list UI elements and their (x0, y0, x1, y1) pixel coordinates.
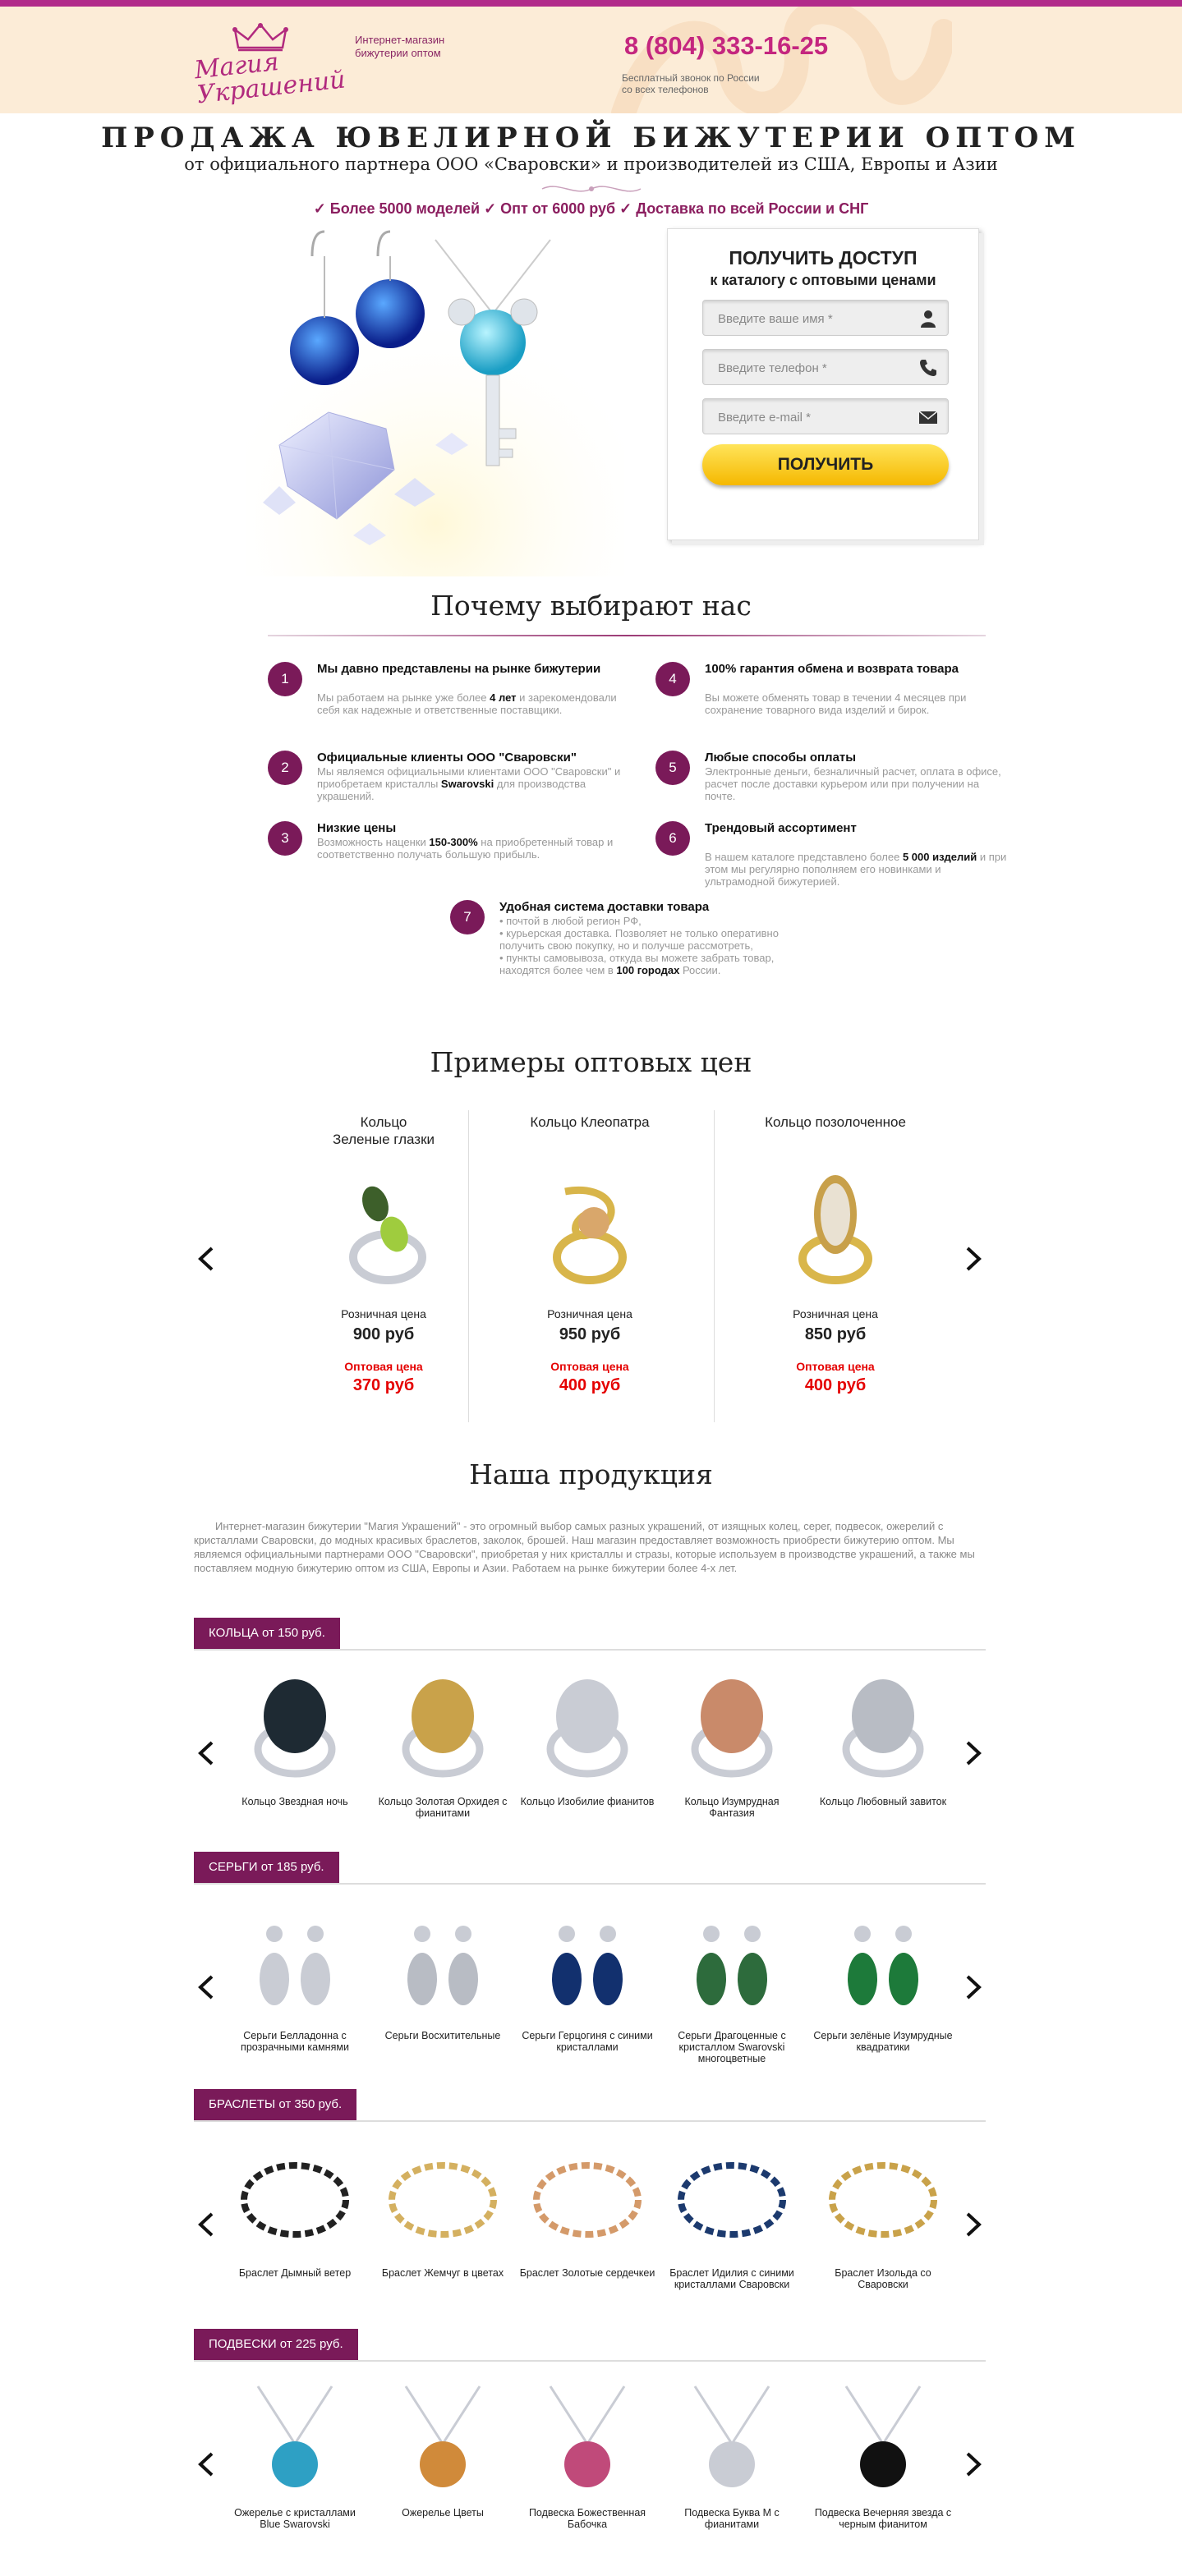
retail-label: Розничная цена (793, 1307, 878, 1320)
reason-description: Мы являемся официальными клиентами ООО "Сваровски" и приобретаем кристаллы Swarovski для производства украшений. (317, 765, 621, 802)
reason-title: Любые способы оплаты (705, 751, 857, 765)
prices-prev-arrow-icon[interactable] (194, 1247, 218, 1271)
phone-number[interactable]: 8 (804) 333-16-25 (624, 31, 829, 60)
name-placeholder: Введите ваше имя * (718, 312, 833, 326)
phone-note (622, 72, 760, 95)
product-item[interactable] (373, 2378, 513, 2519)
form-title: ПОЛУЧИТЬ ДОСТУП (729, 247, 918, 269)
product-caption: Серьги зелёные Изумрудные квадратики (813, 2030, 953, 2053)
product-item[interactable] (813, 2138, 953, 2290)
product-thumbnail-image (821, 1901, 945, 2024)
product-thumbnail-image (381, 2138, 504, 2261)
product-item[interactable] (225, 1667, 365, 1807)
product-caption: Браслет Жемчуг в цветах (381, 2267, 504, 2279)
product-thumbnail-image (526, 2378, 649, 2501)
price-card-title: Кольцо Клеопатра (530, 1114, 650, 1130)
product-item[interactable] (517, 2378, 657, 2530)
product-caption: Подвеска Буква М с фианитами (684, 2507, 780, 2530)
product-thumbnail-image (821, 1667, 945, 1790)
category-label[interactable]: ПОДВЕСКИ от 225 руб. (194, 2329, 358, 2360)
page-title: ПРОДАЖА ЮВЕЛИРНОЙ БИЖУТЕРИИ ОПТОМ (101, 122, 1081, 154)
product-caption: Кольцо Звездная ночь (241, 1796, 348, 1807)
products-title: Наша продукция (469, 1458, 713, 1490)
benefits-line: ✓ Более 5000 моделей ✓ Опт от 6000 руб ✓ Доставка по всей России и СНГ (313, 200, 869, 217)
reason-title: Трендовый ассортимент (705, 821, 857, 835)
wholesale-price: 370 руб (352, 1376, 415, 1394)
reason-number: 5 (655, 751, 690, 785)
name-input[interactable] (702, 300, 949, 336)
slogan (355, 34, 444, 60)
envelope-icon (918, 407, 938, 427)
product-caption: Кольцо Любовный завиток (819, 1796, 947, 1807)
product-caption: Ожерелье с кристаллами Blue Swarovski (234, 2507, 356, 2530)
user-icon (918, 309, 938, 328)
product-caption: Браслет Дымный ветер (238, 2267, 352, 2279)
product-thumbnail-image (526, 1901, 649, 2024)
email-input[interactable] (702, 398, 949, 434)
prices-next-arrow-icon[interactable] (961, 1247, 986, 1271)
price-card-title: Кольцо Зеленые глазки (332, 1114, 435, 1147)
reason-description: Возможность наценки 150-300% на приобретенный товар и соответственно получать большую прибыль. (317, 836, 614, 861)
category-next-arrow-icon[interactable] (961, 1741, 986, 1766)
reason-description: В нашем каталоге представлено более 5 000 изделий и при этом мы регулярно пополняем его новинками и ультрамодной бижутерией. (705, 851, 1007, 888)
product-caption: Серьги Белладонна с прозрачными камнями (241, 2030, 349, 2053)
product-item[interactable] (225, 2138, 365, 2279)
logo-text: Магия Украшений (193, 47, 347, 110)
access-form (667, 228, 979, 540)
get-access-button[interactable]: ПОЛУЧИТЬ (702, 444, 949, 485)
crown-icon (232, 23, 289, 53)
product-thumbnail-image (670, 1667, 793, 1790)
why-divider (268, 635, 986, 636)
hero-jewelry-image (246, 223, 624, 576)
ring-green-eyes-image (330, 1167, 437, 1290)
product-caption: Серьги Драгоценные с кристаллом Swarovski многоцветные (678, 2030, 786, 2064)
product-item[interactable] (813, 1901, 953, 2053)
top-accent-line (0, 0, 1182, 7)
reason-title: Низкие цены (317, 821, 397, 835)
product-thumbnail-image (233, 1667, 356, 1790)
phone-note-line-1: Бесплатный звонок по России (622, 72, 760, 84)
product-thumbnail-image (670, 1901, 793, 2024)
product-thumbnail-image (526, 1667, 649, 1790)
reason-description: • почтой в любой регион РФ, • курьерская доставка. Позволяет не только оперативно получить свою покупку, но и получше рассмотреть, • пункты самовывоза, откуда вы можете забрать товар, находятся более чем в 100 городах России. (499, 915, 779, 976)
site-header (0, 7, 1182, 113)
product-item[interactable] (225, 1901, 365, 2053)
product-thumbnail-image (233, 2378, 356, 2501)
retail-label: Розничная цена (547, 1307, 632, 1320)
product-caption: Браслет Золотые сердечкеи (519, 2267, 655, 2279)
phone-input[interactable] (702, 349, 949, 385)
wholesale-price: 400 руб (804, 1376, 867, 1394)
phone-icon (918, 358, 938, 378)
product-item[interactable] (813, 2378, 953, 2530)
ring-gold-plated-image (782, 1167, 889, 1290)
products-intro: Интернет-магазин бижутерии "Магия Украшений" - это огромный выбор самых разных украшений, от изящных колец, серег, подвесок, ожерелий с кристаллами Сваровски, до модных красивых браслетов, заколок, брошей. Наш магазин предоставляет возможность приобрести бижутерию оптом. Мы являемся официальными партнерами ООО "Сваровски", приобретая у них кристаллы и стразы, которые используем в производстве украшений, а также мы поставляем модную бижутерию оптом из США, Европы и Азии. Работаем на рынке бижутерии более 4-х лет. (194, 1520, 975, 1574)
product-item[interactable] (662, 1901, 802, 2064)
product-item[interactable] (662, 2138, 802, 2290)
reason-title: 100% гарантия обмена и возврата товара (705, 662, 959, 676)
product-item[interactable] (517, 1667, 657, 1807)
product-item[interactable] (373, 1901, 513, 2041)
reason-number: 4 (655, 662, 690, 696)
category-next-arrow-icon[interactable] (961, 2212, 986, 2237)
category-label[interactable]: СЕРЬГИ от 185 руб. (194, 1852, 339, 1883)
product-caption: Браслет Изольда со Сваровски (835, 2267, 931, 2290)
email-placeholder: Введите e-mail * (718, 411, 812, 425)
reason-description: Мы работаем на рынке уже более 4 лет и зарекомендовали себя как надежные и ответственные поставщики. (317, 691, 617, 716)
product-item[interactable] (517, 1901, 657, 2053)
category-prev-arrow-icon[interactable] (194, 2452, 218, 2477)
product-item[interactable] (517, 2138, 657, 2279)
reason-title: Официальные клиенты ООО "Сваровски" (317, 751, 577, 765)
category-next-arrow-icon[interactable] (961, 2452, 986, 2477)
phone-note-line-2: со всех телефонов (622, 84, 709, 95)
product-thumbnail-image (670, 2378, 793, 2501)
retail-price: 900 руб (352, 1325, 415, 1343)
reason-description: Вы можете обменять товар в течении 4 месяцев при сохранение товарного вида изделий и бирок. (705, 691, 967, 716)
ornament-divider (534, 181, 649, 197)
product-caption: Кольцо Изобилие фианитов (520, 1796, 655, 1807)
product-thumbnail-image (821, 2378, 945, 2501)
product-item[interactable] (662, 2378, 802, 2530)
product-caption: Подвеска Божественная Бабочка (528, 2507, 646, 2530)
wholesale-price: 400 руб (559, 1376, 621, 1394)
price-card[interactable] (467, 1105, 712, 1417)
retail-price: 850 руб (804, 1325, 867, 1343)
reason-number: 1 (268, 662, 302, 696)
wholesale-label: Оптовая цена (344, 1360, 423, 1373)
product-thumbnail-image (526, 2138, 649, 2261)
product-item[interactable] (225, 2378, 365, 2530)
product-thumbnail-image (670, 2138, 793, 2261)
page-subtitle: от официального партнера ООО «Сваровски» и производителей из США, Европы и Азии (184, 154, 998, 174)
product-thumbnail-image (821, 2138, 945, 2261)
product-caption: Кольцо Изумрудная Фантазия (684, 1796, 780, 1819)
wholesale-label: Оптовая цена (796, 1360, 875, 1373)
ring-cleopatra-image (536, 1167, 643, 1290)
price-card[interactable] (713, 1105, 958, 1417)
prices-title: Примеры оптовых цен (430, 1046, 752, 1078)
retail-price: 950 руб (559, 1325, 621, 1343)
phone-placeholder: Введите телефон * (718, 361, 827, 375)
product-thumbnail-image (381, 1901, 504, 2024)
category-next-arrow-icon[interactable] (961, 1975, 986, 2000)
why-title: Почему выбирают нас (430, 590, 752, 622)
product-thumbnail-image (381, 1667, 504, 1790)
slogan-line-2: бижутерии оптом (355, 47, 441, 59)
slogan-line-1: Интернет-магазин (355, 34, 445, 46)
product-caption: Браслет Идилия с синими кристаллами Сваровски (669, 2267, 794, 2290)
wholesale-label: Оптовая цена (550, 1360, 629, 1373)
product-item[interactable] (373, 1667, 513, 1819)
product-thumbnail-image (233, 2138, 356, 2261)
form-subtitle: к каталогу с оптовыми ценами (710, 272, 936, 288)
product-caption: Серьги Восхитительные (384, 2030, 501, 2041)
category-label[interactable]: КОЛЬЦА от 150 руб. (194, 1618, 340, 1649)
reason-number: 2 (268, 751, 302, 785)
product-caption: Подвеска Вечерняя звезда с черным фианитом (814, 2507, 952, 2530)
product-caption: Ожерелье Цветы (402, 2507, 484, 2519)
category-divider (194, 2360, 986, 2362)
reason-number: 7 (450, 900, 485, 934)
reason-description: Электронные деньги, безналичный расчет, оплата в офисе, расчет после доставки курьером или при получении на почте. (705, 765, 1001, 802)
category-divider (194, 1649, 986, 1651)
product-item[interactable] (662, 1667, 802, 1819)
product-caption: Кольцо Золотая Орхидея с фианитами (378, 1796, 508, 1819)
category-divider (194, 2120, 986, 2122)
category-label[interactable]: БРАСЛЕТЫ от 350 руб. (194, 2089, 356, 2120)
reason-number: 6 (655, 821, 690, 856)
category-prev-arrow-icon[interactable] (194, 1741, 218, 1766)
reason-title: Мы давно представлены на рынке бижутерии (317, 662, 601, 676)
logo[interactable] (182, 23, 347, 110)
category-prev-arrow-icon[interactable] (194, 2212, 218, 2237)
product-thumbnail-image (233, 1901, 356, 2024)
product-thumbnail-image (381, 2378, 504, 2501)
retail-label: Розничная цена (341, 1307, 426, 1320)
product-item[interactable] (373, 2138, 513, 2279)
category-prev-arrow-icon[interactable] (194, 1975, 218, 2000)
category-divider (194, 1883, 986, 1885)
reason-title: Удобная система доставки товара (499, 900, 710, 914)
reason-number: 3 (268, 821, 302, 856)
product-caption: Серьги Герцогиня с синими кристаллами (522, 2030, 653, 2053)
product-item[interactable] (813, 1667, 953, 1807)
price-card-title: Кольцо позолоченное (765, 1114, 906, 1130)
